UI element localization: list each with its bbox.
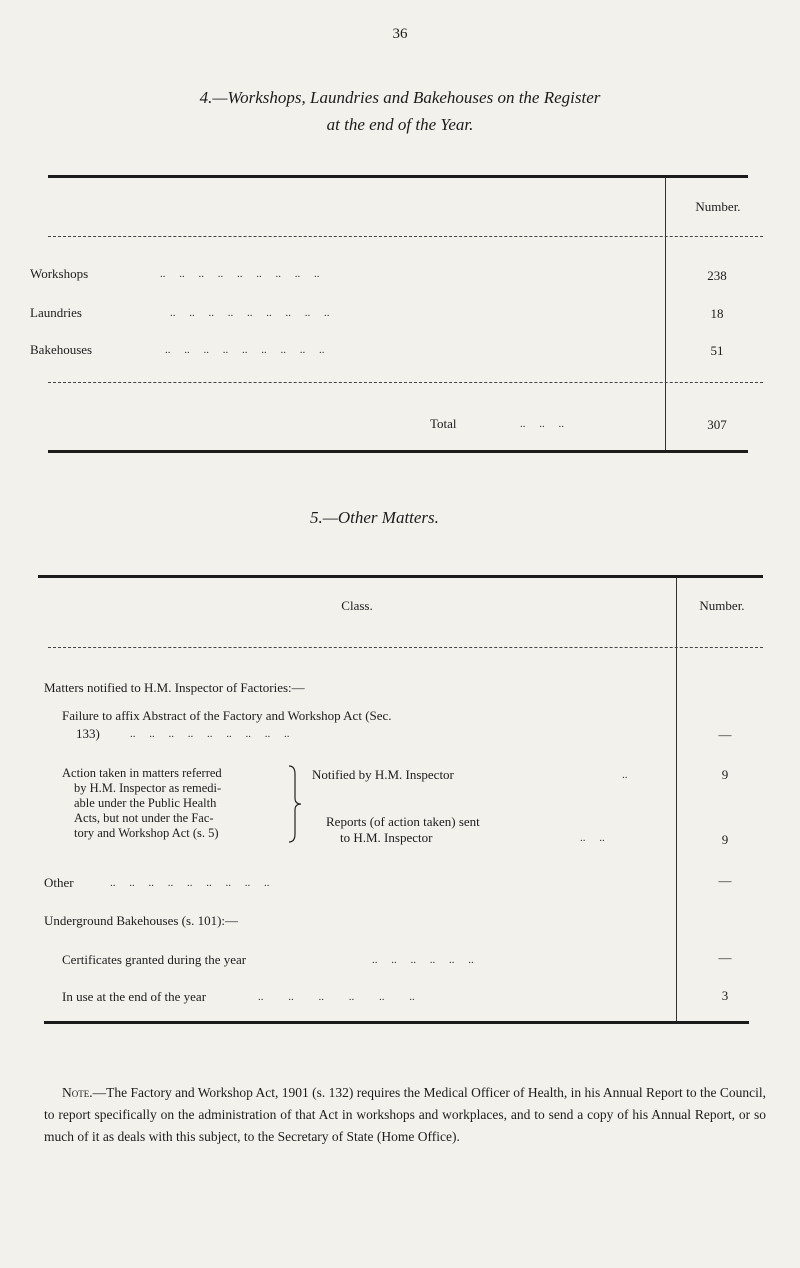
leader-dots: .. .. .. .. .. .. .. .. .. — [110, 877, 270, 889]
table4-number-header: Number. — [695, 199, 741, 214]
leader-dots: .. .. .. .. .. .. — [258, 991, 415, 1003]
table4-header-rule — [48, 236, 763, 237]
table4-total-rule — [48, 382, 763, 383]
action-line: Acts, but not under the Fac- — [74, 811, 214, 825]
notified-value: 9 — [721, 767, 729, 782]
underground-heading: Underground Bakehouses (s. 101):— — [44, 913, 239, 928]
note-text: —The Factory and Workshop Act, 1901 (s. 132) requires the Medical Officer of Health, in his Annual Report to the Council, to report specifically on the administration of that Act in workshops and workplaces, and to send a copy of his Annual Report, or so much of it as deals with this subject, to the Secretary of State (Home Office). — [44, 1085, 766, 1144]
total-label: Total — [430, 416, 457, 431]
laundries-value: 18 — [710, 306, 724, 321]
laundries-label: Laundries — [30, 305, 82, 320]
section5-title: 5.—Other Matters. — [310, 508, 439, 527]
leader-dots: .. .. .. .. .. .. .. .. .. — [165, 344, 325, 356]
action-text — [62, 766, 222, 841]
class-header: Class. — [341, 598, 373, 613]
action-line: able under the Public Health — [74, 796, 217, 810]
notified-by-label: Notified by H.M. Inspector — [312, 767, 454, 782]
failure-line1: Failure to affix Abstract of the Factory and Workshop Act (Sec. — [62, 708, 392, 723]
section4-title-line2: at the end of the Year. — [326, 115, 474, 134]
section4-title-line1: 4.—Workshops, Laundries and Bakehouses on the Register — [199, 88, 601, 107]
reports-line1: Reports (of action taken) sent — [326, 814, 480, 829]
page-number: 36 — [392, 26, 408, 42]
leader-dots: .. .. .. .. .. .. — [372, 954, 474, 966]
leader-dots: .. .. — [580, 832, 605, 844]
other-value: — — [718, 873, 732, 888]
workshops-label: Workshops — [30, 266, 89, 281]
table4-column-divider — [665, 178, 666, 453]
reports-line2: to H.M. Inspector — [340, 830, 433, 845]
table5-header-rule — [48, 647, 763, 648]
action-line: tory and Workshop Act (s. 5) — [74, 826, 219, 840]
table5-top-rule — [38, 575, 763, 578]
leader-dots: .. .. .. .. .. .. .. .. .. — [130, 728, 290, 740]
in-use-label: In use at the end of the year — [62, 989, 207, 1004]
right-brace-icon — [287, 764, 303, 844]
note-paragraph — [44, 1082, 766, 1148]
total-value: 307 — [707, 417, 727, 432]
bakehouses-label: Bakehouses — [30, 342, 93, 357]
action-line: Action taken in matters referred — [62, 766, 222, 780]
leader-dots: .. — [622, 769, 628, 781]
note-lead: Note. — [62, 1085, 93, 1100]
table4-top-rule — [48, 175, 748, 178]
workshops-value: 238 — [707, 268, 727, 283]
table5-bottom-rule — [44, 1021, 749, 1024]
table5-column-divider — [676, 578, 677, 1023]
leader-dots: .. .. .. — [520, 418, 564, 430]
leader-dots: .. .. .. .. .. .. .. .. .. — [170, 307, 330, 319]
failure-line2: 133) — [76, 726, 100, 741]
certificates-value: — — [718, 950, 732, 965]
action-line: by H.M. Inspector as remedi- — [74, 781, 222, 795]
reports-value: 9 — [721, 832, 729, 847]
in-use-value: 3 — [721, 988, 729, 1003]
failure-value: — — [718, 727, 732, 742]
notified-heading: Matters notified to H.M. Inspector of Factories:— — [44, 680, 305, 695]
certificates-label: Certificates granted during the year — [62, 952, 247, 967]
other-label: Other — [44, 875, 74, 890]
leader-dots: .. .. .. .. .. .. .. .. .. — [160, 268, 320, 280]
number-header: Number. — [699, 598, 745, 613]
table4-bottom-rule — [48, 450, 748, 453]
bakehouses-value: 51 — [710, 343, 724, 358]
